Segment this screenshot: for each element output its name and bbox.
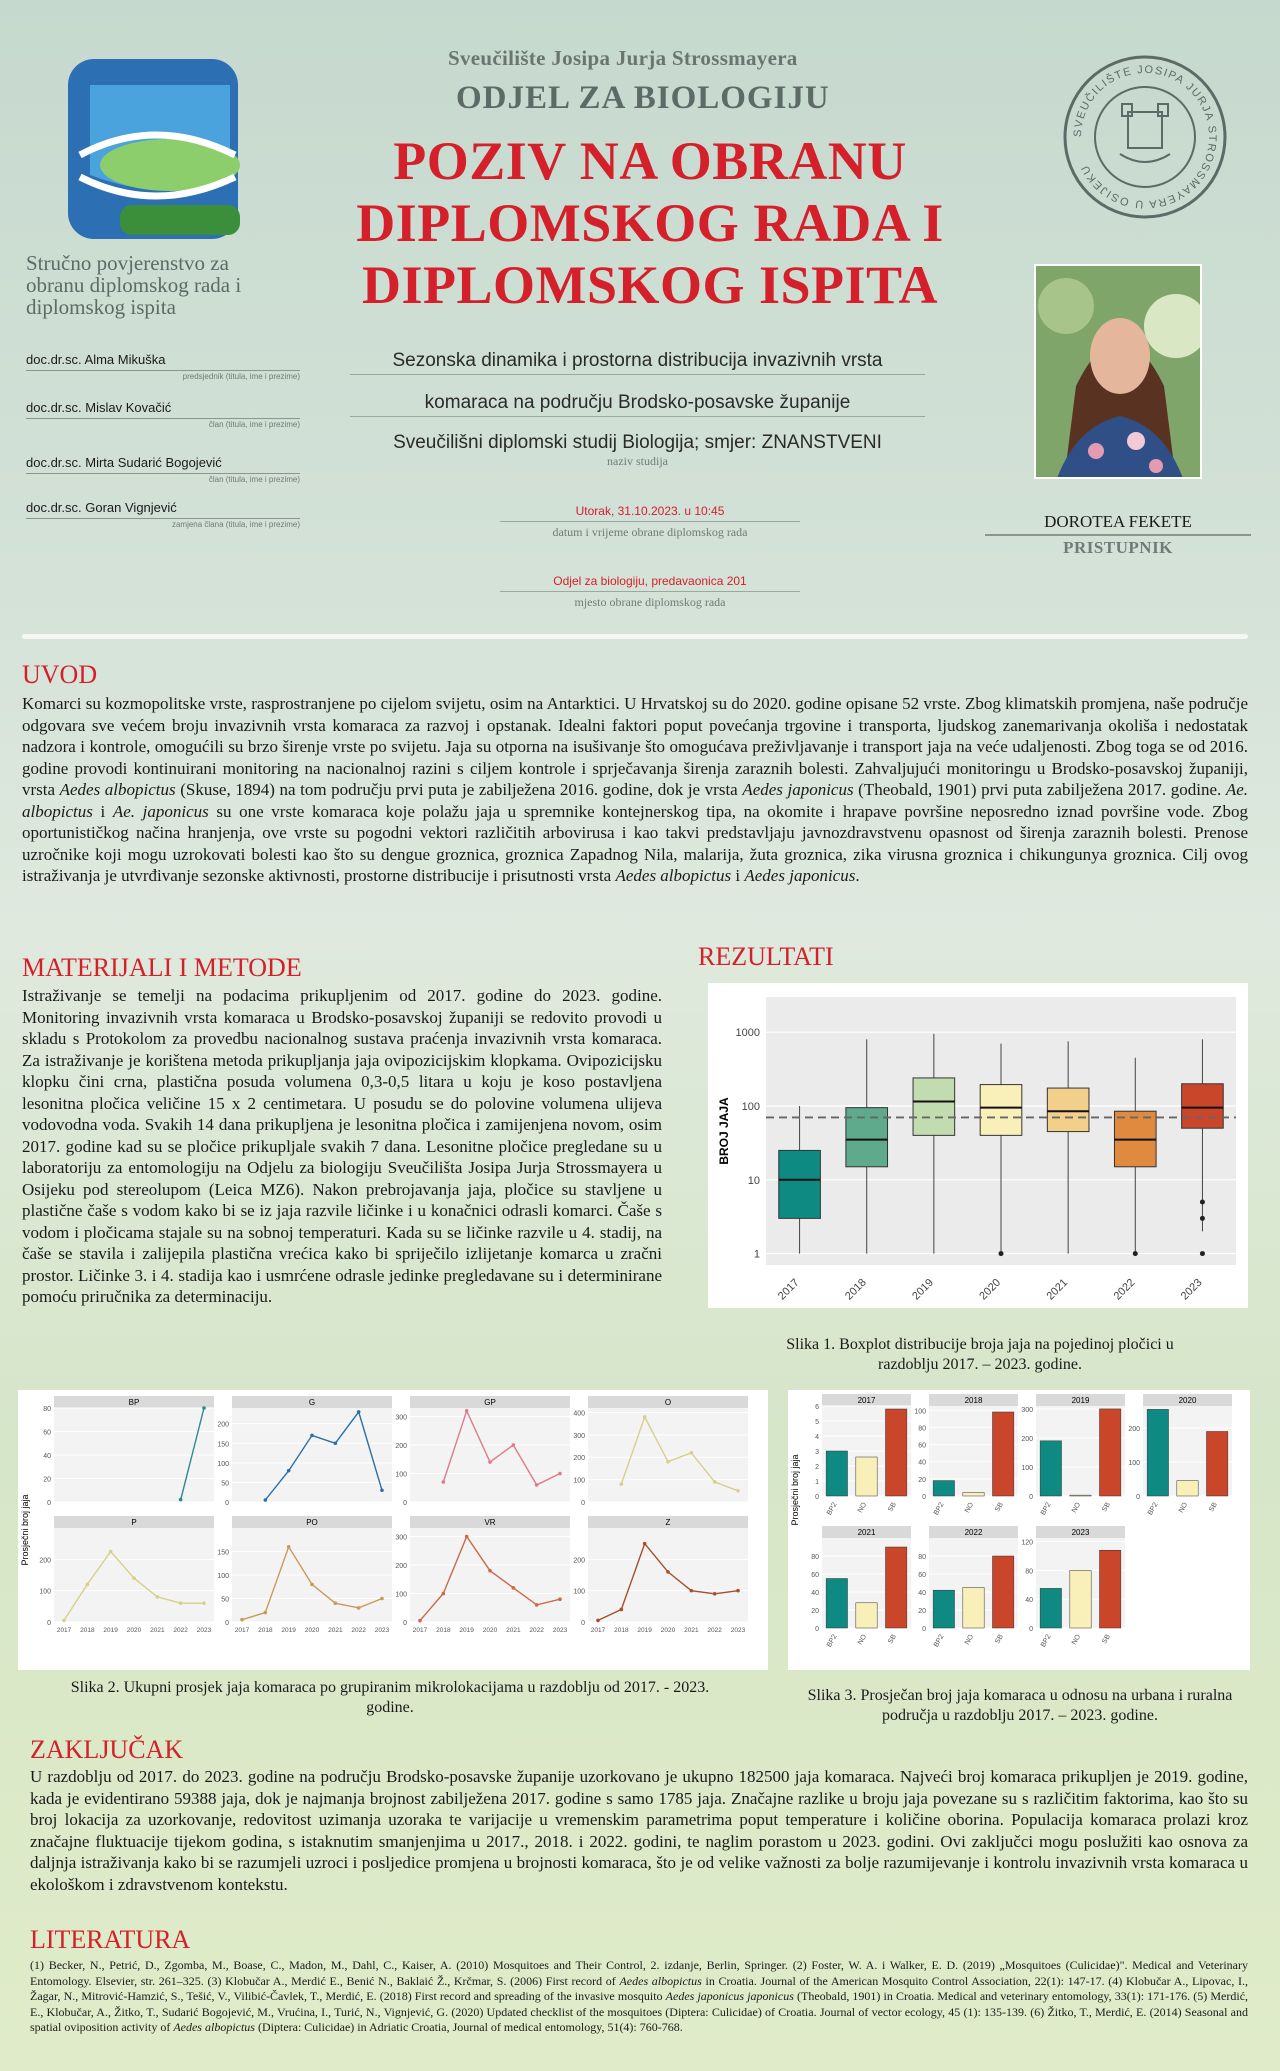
- panel-title: PO: [306, 1518, 318, 1527]
- box-2019: [913, 1078, 955, 1135]
- member-name: doc.dr.sc. Mirta Sudarić Bogojević: [26, 455, 222, 470]
- x-tick-label: BP2: [1146, 1501, 1160, 1517]
- candidate-name: DOROTEA FEKETE: [1044, 512, 1192, 531]
- y-tick-label: 0: [922, 1494, 926, 1501]
- y-tick-label: 100: [573, 1477, 585, 1485]
- field-underline: [350, 416, 925, 417]
- data-point: [287, 1545, 291, 1549]
- thesis-title-line-2-field: [350, 392, 925, 417]
- y-tick-label: 1: [753, 1248, 760, 1261]
- y-tick-label: 0: [1029, 1626, 1033, 1633]
- data-point: [512, 1586, 516, 1590]
- y-tick-label: 0: [1029, 1494, 1033, 1501]
- y-axis-label: Prosječni broj jaja: [20, 1494, 30, 1566]
- bar-SB: [1099, 1409, 1120, 1496]
- data-point: [264, 1611, 268, 1615]
- bar-SB: [1206, 1431, 1227, 1496]
- y-tick-label: 200: [573, 1455, 585, 1463]
- member-name: doc.dr.sc. Mislav Kovačić: [26, 400, 172, 415]
- x-tick-label: 2017: [56, 1627, 72, 1634]
- x-tick-label: SB: [887, 1501, 898, 1514]
- y-tick-label: 100: [39, 1588, 51, 1596]
- x-tick-label: 2019: [281, 1627, 296, 1634]
- panel-title: 2022: [964, 1528, 983, 1537]
- bar-BP2: [1040, 1441, 1061, 1496]
- x-tick-label: 2019: [459, 1627, 474, 1634]
- x-tick-label: NO: [1177, 1501, 1190, 1515]
- metode-text: Istraživanje se temelji na podacima prikupljenim od 2017. godine do 2023. godine. Monitoring invazivnih vrsta komaraca u Brodsko-posavskoj županiji se redovito provodi u skladu s Protokolom za provedbu nacionalnog sustava praćenja invazivnih vrsta komaraca. Za istraživanje je korištena metoda prikupljanja jaja ovipozicijskim klopkama. Ovipozicijsku klopku čini crna, plastična posuda volumena 0,3-0,5 litara u koju je koso postavljena lesonitna pločica veličine 15 x 2 centimetara. U posudu se do polovine volumena ulijeva vodovodna voda. Svakih 14 dana prikupljena je lesonitna pločica i zamijenjena novom, osim 2017. godine kad su se pločice prikupljale svakih 7 dana. Lesonitne pločice pregledane su u laboratoriju za entomologiju na Odjelu za biologiju Sveučilišta Josipa Jurja Strossmayera u Osijeku pod stereolupom (Leica MZ6). Nakon prebrojavanja jaja, pločice su stavljene u plastične čaše s vodom kako bi se iz jaja razvile ličinke i u konačnici odrasli komarci. Čaše s vodom i pločicama stajale su na sobnoj temperaturi. Kada su se ličinke razvile u 4. stadij, na čaše se stavila i zalijepila plastična vrećica kako bi spriječilo izlijetanje komarca u zračni prostor. Ličinke 3. i 4. stadija kao i usmrćene odrasle jedinke pregledavane su i determinirane pomoću priručnika za determinaciju.: [22, 986, 662, 1306]
- defense-datetime: Utorak, 31.10.2023. u 10:45: [575, 504, 725, 518]
- y-tick-label: 10: [747, 1174, 760, 1187]
- panel-title: VR: [484, 1518, 496, 1527]
- y-tick-label: 200: [39, 1557, 51, 1565]
- x-tick-label: 2022: [351, 1627, 366, 1634]
- data-point: [179, 1498, 183, 1502]
- panel-background: [54, 1528, 214, 1622]
- outlier-point: [1200, 1199, 1205, 1204]
- announcement-title: [340, 130, 960, 316]
- outlier-point: [1200, 1251, 1205, 1256]
- bar-BP2: [1147, 1409, 1168, 1496]
- x-tick-label: BP2: [932, 1501, 946, 1517]
- member-underline: [26, 415, 300, 419]
- y-tick-label: 5: [815, 1419, 819, 1426]
- x-tick-label: BP2: [825, 1501, 839, 1517]
- y-tick-label: 0: [225, 1620, 229, 1627]
- data-point: [357, 1606, 361, 1610]
- y-tick-label: 20: [811, 1608, 819, 1615]
- zakljucak-heading: ZAKLJUČAK: [30, 1735, 184, 1764]
- data-point: [156, 1595, 160, 1599]
- bar-NO: [1070, 1495, 1091, 1496]
- x-tick-label: BP2: [825, 1633, 839, 1649]
- data-point: [713, 1592, 717, 1596]
- announcement-line-1: POZIV NA OBRANU: [393, 131, 907, 191]
- data-point: [690, 1451, 694, 1455]
- y-tick-label: 0: [581, 1620, 585, 1627]
- fig1-caption: Slika 1. Boxplot distribucije broja jaja na pojedinoj pločici u razdoblju 2017. – 2023. godine.: [786, 1336, 1174, 1373]
- field-underline: [500, 521, 800, 522]
- datetime-field: [500, 504, 800, 540]
- candidate-photo: [1034, 264, 1202, 479]
- y-tick-label: 100: [1021, 1464, 1033, 1472]
- bar-SB: [992, 1412, 1013, 1496]
- panel-title: G: [308, 1398, 316, 1407]
- data-point: [643, 1415, 647, 1419]
- y-tick-label: 100: [1128, 1460, 1140, 1468]
- data-point: [380, 1488, 384, 1492]
- x-tick-label: SB: [994, 1633, 1005, 1646]
- x-tick-label: NO: [963, 1501, 976, 1515]
- bar-NO: [856, 1457, 877, 1496]
- y-tick-label: 0: [225, 1500, 229, 1507]
- panel-title: GP: [484, 1398, 496, 1407]
- y-tick-label: 0: [47, 1500, 51, 1507]
- y-tick-label: 1: [815, 1479, 819, 1486]
- panel-title: 2023: [1071, 1528, 1090, 1537]
- panel-title: Z: [665, 1518, 671, 1527]
- y-tick-label: 80: [43, 1406, 51, 1413]
- study-field: [350, 432, 925, 469]
- data-point: [713, 1480, 717, 1484]
- institution-logo: [60, 55, 250, 245]
- study-name: Sveučilišni diplomski studij Biologija; smjer: ZNANSTVENI: [393, 432, 882, 453]
- x-tick-label: 2020: [977, 1276, 1004, 1303]
- x-tick-label: 2023: [374, 1627, 390, 1634]
- x-tick-label: NO: [856, 1633, 869, 1647]
- study-caption: naziv studija: [607, 454, 668, 468]
- x-tick-label: 2023: [730, 1627, 746, 1634]
- panel-title: 2019: [1071, 1396, 1090, 1405]
- panel-background: [588, 1528, 748, 1622]
- university-name: Sveučilište Josipa Jurja Strossmayera: [448, 46, 798, 70]
- y-tick-label: 0: [581, 1500, 585, 1507]
- data-point: [620, 1608, 624, 1612]
- x-tick-label: 2021: [506, 1627, 521, 1634]
- department-name: ODJEL ZA BIOLOGIJU: [456, 80, 830, 116]
- thesis-title-line-2: komaraca na području Brodsko-posavske županije: [424, 392, 851, 413]
- x-tick-label: 2021: [328, 1627, 343, 1634]
- panel-title: 2017: [857, 1396, 876, 1405]
- y-tick-label: 20: [43, 1476, 51, 1484]
- data-point: [310, 1583, 314, 1587]
- x-tick-label: 2020: [660, 1627, 676, 1634]
- bar-BP2: [826, 1579, 847, 1629]
- y-tick-label: 4: [815, 1434, 819, 1441]
- bar-SB: [885, 1547, 906, 1628]
- x-tick-label: 2020: [126, 1627, 142, 1634]
- committee-member-4: [26, 500, 300, 529]
- references-list: (1) Becker, N., Petrić, D., Zgomba, M., Boase, C., Madon, M., Dahl, C., Kaiser, A. (2010) Mosquitoes and Their Control, 2. izdanje, Berlin, Springer. (2) Foster, W. A. i Walker, E. D. (2019) „Mosquitoes (Culicidae)". Medical and Veterinary Entomology. Elsevier, str. 261–325. (3) Klobučar A., Merdić E., Benić N., Baklaić Ž., Krčmar, S. (2006) First record of Aedes albopictus in Croatia. Journal of the American Mosquito Control Association, 22(1): 147-17. (4) Klobučar A., Lipovac, I., Žagar, N., Mitrović-Hamzić, S., Tešić, V., Vilibić-Čavlek, T., Merdić, E. (2018) First record and spreading of the invasive mosquito Aedes japonicus japonicus (Theobald, 1901) in Croatia. Medical and veterinary entomology, 33(1): 171-176. (5) Merdić, E., Klobučar, A., Žitko, T., Sudarić Bogojević, M., Vrućina, I., Turić, N., Vignjević, G. (2020) Updated checklist of the mosquitoes (Diptera: Culicidae) of Croatia. Journal of vector ecology, 45 (1): 135-139. (6) Žitko, T., Merdić, E. (2014) Seasonal and spatial oviposition activity of Aedes albopictus (Diptera: Culicidae) in Adriatic Croatia, Journal of medical entomology, 51(4): 760-768.: [30, 1958, 1249, 2034]
- bar-BP2: [933, 1481, 954, 1496]
- data-point: [334, 1601, 338, 1605]
- x-tick-label: 2022: [173, 1627, 188, 1634]
- x-tick-label: SB: [994, 1501, 1005, 1514]
- place-caption: mjesto obrane diplomskog rada: [574, 595, 726, 609]
- member-caption: zamjena člana (titula, ime i prezime): [171, 520, 300, 529]
- bar-BP2: [933, 1590, 954, 1628]
- y-tick-label: 40: [918, 1590, 926, 1597]
- microlocation-line-charts: [18, 1390, 768, 1670]
- uvod-text: Komarci su kozmopolitske vrste, rasprostranjene po cijelom svijetu, osim na Antarktici. U Hrvatskoj su do 2020. godine opisane 52 vrste. Zbog klimatskih promjena, naše područje odgovara sve većem broju invazivnih vrsta komaraca za razvoj i opstanak. Idealni faktori poput povećanja trgovine i transporta, ljudskog zanemarivanja okoliša i nedostatak nadzora i kontrole, omogućili su brzo širenje vrste po svijetu. Jaja su otporna na isušivanje što omogućava preživljavanje i transport jaja na veće udaljenosti. Zbog toga se od 2016. godine provodi kontinuirani monitoring na nacionalnoj razini s ciljem kontrole i sprječavanja širenja zaraznih bolesti. Zahvaljujući monitoringu u Brodsko-posavskoj županiji, vrsta Aedes albopictus (Skuse, 1894) na tom području prvi puta je zabilježena 2016. godine, dok je vrsta Aedes japonicus (Theobald, 1901) prvi puta zabilježena 2017. godine. Ae. albopictus i Ae. japonicus su one vrste komaraca koje polažu jaja u spremnike kontejnerskog tipa, na okomite i hrapave površine neposredno iznad površine vode. Zbog oportunističkog načina hranjenja, ove vrste su pogodni vektori različitih arbovirusa i kao takvi predstavljaju javnozdravstvenu opasnost od širenja zaraznih bolesti. Prenose uzročnike koji mogu uzrokovati bolesti kao što su dengue groznica, groznica Zapadnog Nila, malarija, žuta groznica, zika virusna groznica i chikungunya groznica. Cilj ovog istraživanja je utvrđivanje sezonske aktivnosti, prostorne distribucije i prisutnosti vrsta Aedes albopictus i Aedes japonicus.: [22, 694, 1249, 885]
- bar-BP2: [826, 1451, 847, 1496]
- university-seal: [1060, 52, 1230, 222]
- y-tick-label: 300: [395, 1534, 407, 1542]
- committee-title: Stručno povjerenstvo za obranu diplomskog rada i diplomskog ispita: [26, 251, 242, 319]
- outlier-point: [1200, 1216, 1205, 1221]
- bar-SB: [885, 1409, 906, 1496]
- x-tick-label: NO: [1070, 1501, 1083, 1515]
- x-tick-label: 2022: [529, 1627, 544, 1634]
- data-point: [535, 1603, 539, 1607]
- y-tick-label: 0: [815, 1626, 819, 1633]
- panel-title: BP: [128, 1398, 140, 1407]
- data-point: [736, 1589, 740, 1593]
- member-underline: [26, 367, 300, 371]
- y-tick-label: 40: [811, 1590, 819, 1597]
- x-tick-label: 2021: [1044, 1276, 1071, 1303]
- uvod-heading: UVOD: [22, 660, 98, 689]
- y-tick-label: 0: [403, 1500, 407, 1507]
- data-point: [736, 1489, 740, 1493]
- x-tick-label: 2023: [552, 1627, 568, 1634]
- thesis-title-line-1-field: [350, 350, 925, 375]
- data-point: [310, 1434, 314, 1438]
- y-tick-label: 2: [815, 1464, 819, 1471]
- x-tick-label: 2018: [80, 1627, 95, 1634]
- y-tick-label: 80: [918, 1425, 926, 1433]
- data-point: [240, 1618, 244, 1622]
- panel-background: [410, 1408, 570, 1502]
- defense-place: Odjel za biologiju, predavaonica 201: [553, 574, 747, 588]
- member-name: doc.dr.sc. Goran Vignjević: [26, 500, 177, 515]
- bar-BP2: [1040, 1588, 1061, 1628]
- y-axis-label: Prosječni broj jaja: [790, 1454, 800, 1526]
- data-point: [380, 1597, 384, 1601]
- y-tick-label: 80: [1025, 1568, 1033, 1576]
- y-tick-label: 0: [922, 1626, 926, 1633]
- field-underline: [500, 591, 800, 592]
- member-underline: [26, 515, 300, 519]
- x-tick-label: 2021: [684, 1627, 699, 1634]
- x-tick-label: 2020: [482, 1627, 498, 1634]
- data-point: [62, 1619, 66, 1623]
- x-tick-label: 2017: [775, 1276, 802, 1303]
- y-tick-label: 50: [221, 1480, 229, 1488]
- member-caption: član (titula, ime i prezime): [208, 475, 300, 484]
- y-tick-label: 0: [815, 1494, 819, 1501]
- box-2021: [1047, 1088, 1089, 1132]
- y-tick-label: 40: [43, 1453, 51, 1460]
- x-tick-label: NO: [856, 1501, 869, 1515]
- data-point: [558, 1597, 562, 1601]
- bar-SB: [1099, 1550, 1120, 1628]
- bar-NO: [1177, 1481, 1198, 1496]
- x-tick-label: NO: [963, 1633, 976, 1647]
- y-tick-label: 150: [217, 1441, 229, 1449]
- y-tick-label: 60: [43, 1429, 51, 1437]
- y-tick-label: 100: [395, 1471, 407, 1479]
- panel-background: [410, 1528, 570, 1622]
- data-point: [558, 1472, 562, 1476]
- fig2-caption: Slika 2. Ukupni prosjek jaja komaraca po grupiranim mikrolokacijama u razdoblju od 2017. - 2023. godine.: [70, 1679, 710, 1716]
- thesis-title-line-1: Sezonska dinamika i prostorna distribucija invazivnih vrsta: [392, 350, 883, 371]
- candidate-caption: PRISTUPNIK: [1063, 538, 1173, 557]
- bar-NO: [1070, 1570, 1091, 1628]
- data-point: [418, 1619, 422, 1623]
- x-tick-label: SB: [1208, 1501, 1219, 1514]
- y-tick-label: 50: [221, 1596, 229, 1604]
- y-tick-label: 80: [811, 1554, 819, 1561]
- box-2017: [779, 1150, 821, 1218]
- announcement-line-3: DIPLOMSKOG ISPITA: [361, 255, 939, 315]
- place-field: [500, 574, 800, 610]
- y-tick-label: 100: [573, 1588, 585, 1596]
- seal-text: SVEUČILIŠTE JOSIPA JURJA STROSSMAYERA U OSIJEKU: [1071, 63, 1219, 211]
- x-tick-label: 2019: [910, 1276, 936, 1303]
- outlier-point: [1133, 1251, 1138, 1256]
- y-tick-label: 20: [918, 1476, 926, 1484]
- x-tick-label: 2017: [234, 1627, 250, 1634]
- data-point: [334, 1441, 338, 1445]
- box-2020: [980, 1085, 1022, 1136]
- data-point: [132, 1576, 136, 1580]
- x-tick-label: NO: [1070, 1633, 1083, 1647]
- y-tick-label: 400: [573, 1410, 585, 1418]
- panel-background: [588, 1408, 748, 1502]
- data-point: [287, 1469, 291, 1473]
- data-point: [357, 1410, 361, 1414]
- data-point: [512, 1443, 516, 1447]
- y-tick-label: 100: [217, 1460, 229, 1468]
- x-tick-label: 2018: [258, 1627, 273, 1634]
- x-tick-label: BP2: [932, 1633, 946, 1649]
- y-tick-label: 60: [918, 1442, 926, 1450]
- y-tick-label: 200: [573, 1557, 585, 1565]
- data-point: [202, 1406, 206, 1410]
- data-point: [264, 1498, 268, 1502]
- y-tick-label: 60: [811, 1572, 819, 1579]
- y-tick-label: 200: [217, 1421, 229, 1429]
- data-point: [666, 1570, 670, 1574]
- x-tick-label: BP2: [1039, 1501, 1053, 1517]
- bar-NO: [963, 1493, 984, 1496]
- committee-member-3: [26, 455, 300, 484]
- datetime-caption: datum i vrijeme obrane diplomskog rada: [552, 525, 748, 539]
- x-tick-label: 2018: [436, 1627, 451, 1634]
- y-tick-label: 3: [815, 1449, 819, 1456]
- metode-heading: MATERIJALI I METODE: [22, 953, 302, 982]
- panel-title: 2018: [964, 1396, 983, 1405]
- zakljucak-text: U razdoblju od 2017. do 2023. godine na području Brodsko-posavske županije uzorkovano je ukupno 182500 jaja komaraca. Najveći broj komaraca prikupljen je 2019. godine, kada je evidentirano 59388 jaja, dok je najmanja brojnost zabilježena 2017. godine s samo 1785 jaja. Značajne razlike u broju jaja povezane su s različitim faktorima, kao što su broj lokacija za uzorkovanje, redovitost uzimanja uzoraka te varijacije u vremenskim parametrima poput temperature i količine oborina. Populacija komaraca prolazi kroz značajne fluktuacije tijekom godina, s istaknutim smanjenjima u 2017., 2018. i 2022. godini, te naglim porastom u 2023. godini. Ovi zaključci mogu poslužiti kao osnova za daljnja istraživanja kako bi se razumjeli uzroci i posljedice promjena u brojnosti komaraca, što je od velike važnosti za bolje razumijevanje i kontrolu invazivnih vrsta komaraca u ekološkom i zdravstvenom kontekstu.: [30, 1767, 1248, 1894]
- y-tick-label: 6: [815, 1404, 819, 1411]
- y-tick-label: 200: [395, 1563, 407, 1571]
- data-point: [202, 1601, 206, 1605]
- x-tick-label: BP2: [1039, 1633, 1053, 1649]
- y-tick-label: 100: [395, 1591, 407, 1599]
- y-tick-label: 40: [1025, 1597, 1033, 1605]
- data-point: [465, 1535, 469, 1539]
- data-point: [179, 1601, 183, 1605]
- data-point: [465, 1409, 469, 1413]
- y-tick-label: 120: [1021, 1539, 1033, 1547]
- x-tick-label: SB: [887, 1633, 898, 1646]
- y-tick-label: 200: [395, 1443, 407, 1451]
- y-axis-label: BROJ JAJA: [717, 1097, 731, 1165]
- box-2023: [1182, 1084, 1224, 1128]
- y-tick-label: 0: [47, 1620, 51, 1627]
- panel-title: 2021: [857, 1528, 876, 1537]
- y-tick-label: 1000: [735, 1027, 760, 1040]
- data-point: [535, 1483, 539, 1487]
- x-tick-label: 2019: [637, 1627, 652, 1634]
- data-point: [620, 1482, 624, 1486]
- urban-rural-bar-charts: [788, 1390, 1250, 1670]
- y-tick-label: 60: [918, 1572, 926, 1579]
- panel-title: P: [131, 1518, 137, 1527]
- bar-NO: [963, 1588, 984, 1629]
- data-point: [666, 1460, 670, 1464]
- data-point: [488, 1460, 492, 1464]
- x-tick-label: 2018: [614, 1627, 629, 1634]
- y-tick-label: 0: [403, 1620, 407, 1627]
- x-tick-label: 2021: [150, 1627, 165, 1634]
- svg-text:SVEUČILIŠTE JOSIPA JURJA STROS: [1072, 64, 1218, 210]
- member-underline: [26, 470, 300, 474]
- y-tick-label: 100: [741, 1100, 760, 1113]
- data-point: [690, 1589, 694, 1593]
- fig3-caption: Slika 3. Prosječan broj jaja komaraca u odnosu na urbana i ruralna područja u razdoblju 2017. – 2023. godine.: [807, 1687, 1233, 1724]
- data-point: [596, 1619, 600, 1623]
- x-tick-label: 2022: [707, 1627, 722, 1634]
- outlier-point: [999, 1251, 1004, 1256]
- field-underline: [350, 374, 925, 375]
- member-caption: član (titula, ime i prezime): [208, 420, 300, 429]
- member-caption: predsjednik (titula, ime i prezime): [182, 372, 300, 381]
- y-tick-label: 200: [1128, 1426, 1140, 1434]
- x-tick-label: 2023: [196, 1627, 212, 1634]
- data-point: [109, 1550, 113, 1554]
- y-tick-label: 150: [217, 1549, 229, 1557]
- y-tick-label: 40: [918, 1459, 926, 1467]
- boxplot-chart: [708, 983, 1248, 1308]
- y-tick-label: 20: [918, 1608, 926, 1615]
- committee-member-1: [26, 352, 300, 381]
- data-point: [488, 1569, 492, 1573]
- panel-background: [232, 1408, 392, 1502]
- x-tick-label: SB: [1101, 1501, 1112, 1514]
- x-tick-label: SB: [1101, 1633, 1112, 1646]
- y-tick-label: 100: [217, 1573, 229, 1580]
- literatura-heading: LITERATURA: [30, 1925, 191, 1954]
- y-tick-label: 300: [1021, 1406, 1033, 1414]
- data-point: [442, 1480, 446, 1484]
- rezultati-heading: REZULTATI: [698, 942, 834, 971]
- y-tick-label: 300: [573, 1432, 585, 1440]
- x-tick-label: 2017: [590, 1627, 606, 1634]
- y-tick-label: 200: [1021, 1435, 1033, 1443]
- header-divider: [22, 634, 1248, 639]
- y-tick-label: 80: [918, 1554, 926, 1561]
- data-point: [643, 1542, 647, 1546]
- field-underline: [985, 534, 1251, 536]
- y-tick-label: 300: [395, 1414, 407, 1422]
- committee-member-2: [26, 400, 300, 429]
- bar-SB: [992, 1556, 1013, 1628]
- x-tick-label: 2018: [843, 1276, 869, 1303]
- panel-title: O: [664, 1398, 672, 1407]
- x-tick-label: 2022: [1111, 1276, 1138, 1303]
- candidate-field: [985, 512, 1251, 558]
- x-tick-label: 2023: [1178, 1276, 1205, 1303]
- x-tick-label: 2019: [103, 1627, 118, 1634]
- data-point: [86, 1583, 90, 1587]
- bar-NO: [856, 1603, 877, 1628]
- panel-title: 2020: [1178, 1396, 1197, 1405]
- y-tick-label: 100: [914, 1408, 926, 1416]
- y-tick-label: 0: [1136, 1494, 1140, 1501]
- x-tick-label: 2017: [412, 1627, 428, 1634]
- x-tick-label: 2020: [304, 1627, 320, 1634]
- data-point: [442, 1592, 446, 1596]
- box-2018: [846, 1108, 888, 1167]
- announcement-line-2: DIPLOMSKOG RADA I: [356, 193, 944, 253]
- member-name: doc.dr.sc. Alma Mikuška: [26, 352, 166, 367]
